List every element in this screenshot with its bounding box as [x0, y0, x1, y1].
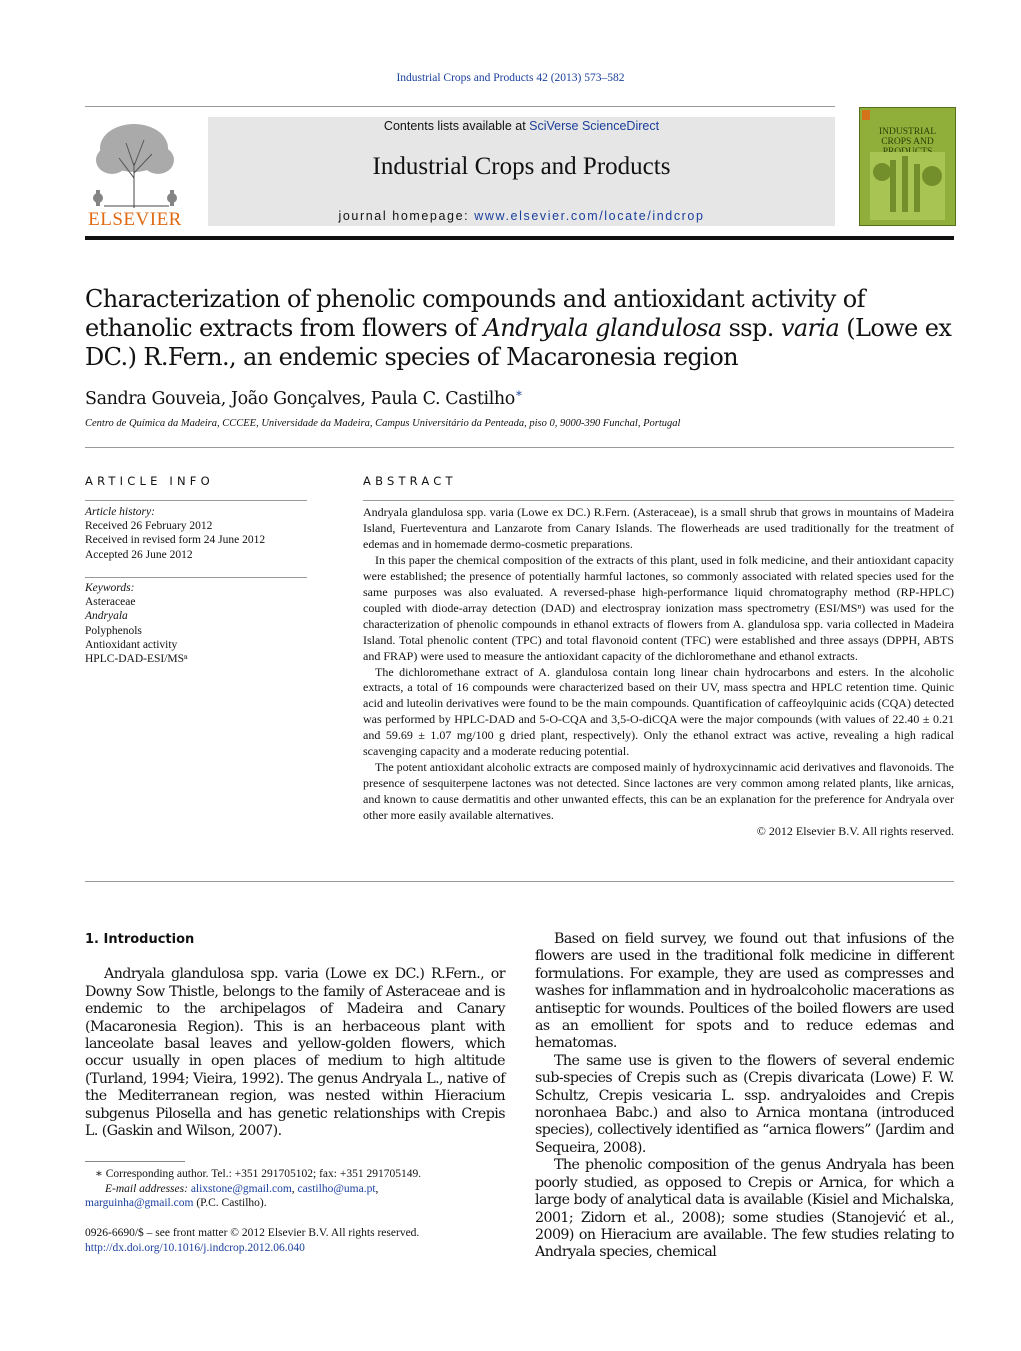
- article-info-rule: [85, 500, 307, 501]
- cover-title: INDUSTRIAL CROPS AND: [879, 127, 936, 147]
- author-list: [85, 386, 955, 409]
- affiliation: Centro de Química da Madeira, CCCEE, Universidade da Madeira, Campus Universitário da Penteada, piso 0, 9000-390 Funchal, Portugal: [85, 418, 681, 429]
- abstract-rule: [363, 500, 954, 501]
- header-rule: [85, 106, 835, 107]
- body-paragraph: The phenolic composition of the genus Andryala has been poorly studied, as opposed to Crepis or Arnica, for which a large body of analytical data is available (Kisiel and Michalska, 2001; Zidorn et al., 2008); some studies (Stanojević et al., 2009) on Hieracium are available. The few studies relating to Andryala species, chemical: [535, 1157, 954, 1261]
- journal-title: Industrial Crops and Products: [372, 153, 671, 180]
- abstract-paragraph: The potent antioxidant alcoholic extracts are composed mainly of hydroxycinnamic acid derivatives and flavonoids. The presence of sesquiterpene lactones was not detected. Since lactones are very common among related plants, like arnicas, and known to cause dermatitis and other unwanted effects, this can be an explanation for the preference for Andryala over other more easily available alternatives.: [363, 760, 954, 823]
- front-matter: [85, 1226, 505, 1255]
- abstract-text: [363, 505, 954, 840]
- elsevier-logo: [84, 118, 186, 230]
- body-column-right: [535, 931, 954, 1262]
- keyword-item: HPLC-DAD-ESI/MSⁿ: [85, 653, 188, 666]
- article-title: [85, 285, 955, 372]
- homepage-link[interactable]: www.elsevier.com/locate/indcrop: [474, 209, 705, 223]
- footnote: ∗ Corresponding author. Tel.: +351 291705102; fax: +351 291705149. E-mail addresses: alixstone@gmail.com, castilho@uma.pt, marguinha@gmail.com (P.C. Castilho).: [85, 1167, 505, 1211]
- keyword-item: Asteraceae: [85, 596, 136, 609]
- issn-line: 0926-6690/$ – see front matter © 2012 Elsevier B.V. All rights reserved.: [85, 1227, 420, 1239]
- email-link[interactable]: alixstone@gmail.com: [190, 1182, 292, 1195]
- keywords-label: Keywords:: [85, 582, 135, 594]
- keywords-rule: [85, 577, 307, 578]
- abstract-bottom-rule: [85, 881, 954, 882]
- section-rule: [85, 447, 954, 448]
- doi-link[interactable]: http://dx.doi.org/10.1016/j.indcrop.2012.06.040: [85, 1241, 305, 1254]
- received-date: Received 26 February 2012: [85, 520, 213, 533]
- email-link[interactable]: castilho@uma.pt: [297, 1182, 376, 1195]
- title-part: ssp.: [721, 314, 781, 342]
- keyword-item: Andryala: [85, 610, 128, 623]
- homepage-prefix: journal homepage:: [338, 209, 475, 223]
- homepage-line: [208, 209, 835, 223]
- journal-reference[interactable]: Industrial Crops and Products 42 (2013) 573–582: [396, 72, 625, 84]
- cover-logo-icon: [862, 110, 870, 120]
- email-link[interactable]: marguinha@gmail.com: [85, 1197, 194, 1209]
- contents-line: [208, 118, 835, 134]
- keywords: [85, 581, 307, 666]
- contents-prefix: Contents lists available at: [383, 119, 530, 133]
- title-variety: varia: [780, 314, 840, 342]
- corresponding-author-mark[interactable]: ∗: [514, 386, 523, 400]
- body-paragraph: Andryala glandulosa spp. varia (Lowe ex DC.) R.Fern., or Downy Sow Thistle, belongs to the family of Asteraceae and is endemic to the archipelagos of Madeira and Canary (Macaronesia Region). This is an herbaceous plant with lanceolate basal leaves and yellow-golden flowers, which occur usually in open places of medium to high altitude (Turland, 1994; Vieira, 1992). The genus Andryala L., native of the Mediterranean region, was nested within Hieracium subgenus Pilosella and has genetic relationships with Crepis L. (Gaskin and Wilson, 2007).: [85, 966, 505, 1140]
- header-thick-rule: [85, 236, 954, 240]
- sciencedirect-link[interactable]: SciVerse ScienceDirect: [529, 119, 660, 133]
- keyword-item: Antioxidant activity: [85, 638, 178, 651]
- section-heading: 1. Introduction: [85, 932, 195, 947]
- title-part: (Lowe ex DC.) R.Fern., an endemic species of Macaronesia region: [85, 314, 952, 371]
- title-part: Characterization of phenolic compounds and antioxidant activity of ethanolic extracts from flowers of: [85, 285, 865, 342]
- elsevier-wordmark: ELSEVIER: [88, 209, 182, 230]
- article-info-heading: ARTICLE INFO: [85, 474, 214, 488]
- email-label: E-mail addresses:: [105, 1182, 188, 1195]
- title-species: Andryala glandulosa: [483, 314, 722, 342]
- body-paragraph: The same use is given to the flowers of several endemic sub-species of Crepis such as (Crepis divaricata (Lowe) F. W. Schultz, Crepis vesicaria L. ssp. andryaloides and Crepis noronhaea Babc.) and also to Arnica montana (introduced species), collectively identified as “arnica flowers” (Jardim and Sequeira, 2008).: [535, 1052, 954, 1156]
- body-paragraph: Based on field survey, we found out that infusions of the flowers are used in the traditional folk medicine in different formulations. For example, they are used as compresses and washes for inflammation and in hydroalcoholic macerations as antiseptic for wounds. Poultices of the boiled flowers are used as an emollient for spots and to reduce edemas and hematomas.: [535, 931, 954, 1052]
- article-history: [85, 505, 307, 562]
- abstract-paragraph: Andryala glandulosa spp. varia (Lowe ex DC.) R.Fern. (Asteraceae), is a small shrub that grows in mountains of Madeira Island, Fuerteventura and Lanzarote from Canary Islands. The flowerheads are used traditionally for the treatment of edemas and in homemade dermo-cosmetic preparations.: [363, 505, 954, 551]
- copyright-line: © 2012 Elsevier B.V. All rights reserved.: [756, 824, 954, 839]
- email-owner: (P.C. Castilho).: [193, 1197, 267, 1209]
- abstract-heading: ABSTRACT: [363, 474, 457, 488]
- abstract-paragraph: In this paper the chemical composition of the extracts of this plant, used in folk medicine, and their antioxidant capacity were established; the presence of potentially harmful lactones, so commonly associated with related species used for the same purposes was also evaluated. A reversed-phase high-performance liquid chromatography method (RP-HPLC) coupled with diode-array detection (DAD) and electrospray ionization mass spectrometry (ESI/MSⁿ) was used for the characterization of phenolic compounds in ethanol extracts of flowers from A. glandulosa spp. varia collected in Madeira Island. Total phenolic content (TPC) and total flavonoid content (TFC) were established and three assays (DPPH, ABTS and FRAP) were used to measure the antioxidant capacity of the dichloromethane and ethanol extracts.: [363, 552, 954, 663]
- journal-cover[interactable]: [859, 107, 956, 226]
- history-label: Article history:: [85, 506, 155, 518]
- footnote-rule: [85, 1161, 185, 1162]
- cover-illustration-icon: [870, 152, 945, 220]
- accepted-date: Accepted 26 June 2012: [85, 548, 193, 561]
- journal-banner: [208, 117, 835, 226]
- body-column-left: [85, 931, 505, 1140]
- keyword-item: Polyphenols: [85, 624, 142, 637]
- corresponding-author-note: ∗ Corresponding author. Tel.: +351 291705102; fax: +351 291705149.: [95, 1168, 422, 1180]
- abstract-paragraph: The dichloromethane extract of A. glandulosa contain long linear chain hydrocarbons and esters. In the alcoholic extracts, a total of 16 compounds were characterized based on their UV, mass spectra and HPLC retention time. Quinic acid and luteolin derivatives were found to be the main compounds. Quantification of caffeoylquinic acids (CQA) detected was performed by HPLC-DAD and 5-O-CQA and 3,5-O-diCQA were the major compounds (with values of 22.40 ± 0.21 and 59.69 ± 1.07 mg/100 g dried plant, respectively). Only the ethanol extract was active, revealing a high radical scavenging capacity and a moderate reducing potential.: [363, 664, 954, 759]
- authors-text: Sandra Gouveia, João Gonçalves, Paula C. Castilho: [85, 388, 515, 409]
- tree-icon: [84, 118, 186, 210]
- revised-date: Received in revised form 24 June 2012: [85, 534, 266, 547]
